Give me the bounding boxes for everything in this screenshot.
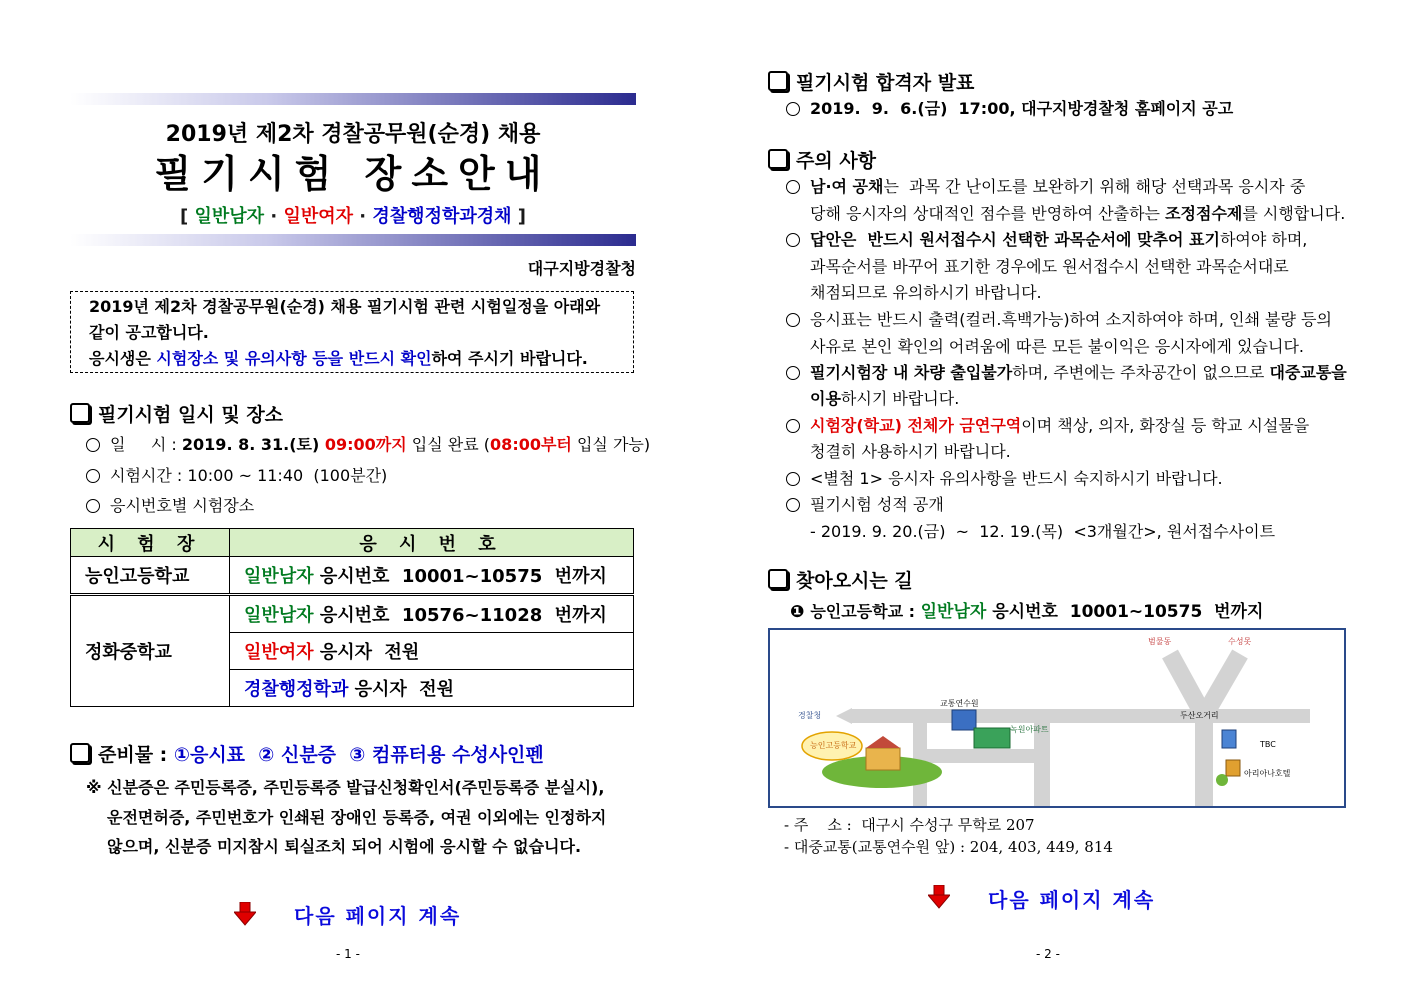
range-cell: 경찰행정학과 응시자 전원 — [230, 670, 634, 707]
circle-bullet-icon — [786, 102, 800, 116]
map-label: 녹원아파트 — [1010, 725, 1049, 734]
continue-next-page: 다음 페이지 계속 — [294, 904, 462, 928]
page-number: - 1 - — [336, 947, 360, 961]
separator-dot: · — [359, 206, 367, 227]
circle-bullet-icon — [786, 233, 800, 247]
bracket-close: ] — [517, 206, 527, 227]
caution-item: 남·여 공채는 과목 간 난이도를 보완하기 위해 해당 선택과목 응시자 중 — [786, 174, 1305, 201]
exam-venue-table — [70, 528, 634, 707]
checkbox-icon — [768, 569, 788, 589]
title-line-1: 2019년 제2차 경찰공무원(순경) 채용 — [165, 122, 541, 147]
checkbox-icon — [768, 149, 788, 169]
circle-bullet-icon — [786, 498, 800, 512]
separator-dot: · — [270, 206, 278, 227]
circle-bullet-icon — [786, 313, 800, 327]
range-cell: 일반남자 응시번호 10001~10575 번까지 — [230, 557, 634, 595]
section-directions: 찾아오시는 길 — [768, 566, 913, 593]
table-header: 시 험 장 — [71, 529, 230, 557]
map-label: 범물동 — [1148, 637, 1172, 646]
category-male: 일반남자 — [194, 206, 265, 227]
caution-item: 필기시험 성적 공개 — [786, 492, 944, 519]
checkbox-icon — [70, 403, 90, 423]
result-date: 2019. 9. 6.(금) 17:00, 대구지방경찰청 홈페이지 공고 — [786, 96, 1233, 123]
circle-bullet-icon — [86, 469, 100, 483]
caution-item: 필기시험장 내 차량 출입불가하며, 주변에는 주차공간이 없으므로 대중교통을 — [786, 360, 1347, 387]
location-map — [768, 628, 1346, 808]
section-result: 필기시험 합격자 발표 — [768, 68, 974, 95]
school-cell: 능인고등학교 — [71, 557, 230, 595]
schedule-time: 시험시간 : 10:00 ~ 11:40 (100분간) — [86, 463, 387, 489]
organization-name: 대구지방경찰청 — [527, 259, 636, 278]
caution-item-cont: 청결히 사용하시기 바랍니다. — [810, 442, 1011, 461]
supplies-note-line: ※ 신분증은 주민등록증, 주민등록증 발급신청확인서(주민등록증 분실시), — [86, 778, 605, 797]
title-subtitle — [70, 202, 636, 228]
circle-bullet-icon — [786, 472, 800, 486]
school-cell: 정화중학교 — [71, 595, 230, 707]
direction-school: ❶ 능인고등학교 : 일반남자 응시번호 10001~10575 번까지 — [790, 602, 1264, 622]
address-line: - 주 소 : 대구시 수성구 무학로 207 — [784, 816, 1035, 834]
caution-item: 시험장(학교) 전체가 금연구역이며 책상, 의자, 화장실 등 학교 시설물을 — [786, 413, 1309, 440]
table-row — [71, 557, 634, 595]
circle-bullet-icon — [786, 419, 800, 433]
number-one-icon: ❶ — [790, 602, 805, 622]
notice-line: 2019년 제2차 경찰공무원(순경) 채용 필기시험 관련 시험일정을 아래와 — [89, 297, 601, 316]
caution-item-cont: - 2019. 9. 20.(금) ~ 12. 19.(목) <3개월간>, 원서접수사이트 — [810, 522, 1276, 541]
page-number: - 2 - — [1036, 947, 1060, 961]
circle-bullet-icon — [86, 499, 100, 513]
circle-bullet-icon — [786, 366, 800, 380]
down-arrow-icon — [234, 902, 256, 926]
table-row — [71, 595, 634, 633]
bracket-open: [ — [179, 206, 189, 227]
category-police-admin: 경찰행정학과경채 — [372, 206, 512, 227]
caution-item: 응시표는 반드시 출력(컬러.흑백가능)하여 소지하여야 하며, 인쇄 불량 등의 — [786, 307, 1332, 334]
map-label: TBC — [1260, 740, 1276, 749]
caution-item-cont: 채점되므로 유의하시기 바랍니다. — [810, 283, 1042, 302]
notice-line: 같이 공고합니다. — [89, 323, 209, 342]
caution-item-cont: 당해 응시자의 상대적인 점수를 반영하여 산출하는 조정점수제를 시행합니다. — [810, 204, 1346, 223]
section-supplies: 준비물 : ①응시표 ② 신분증 ③ 컴퓨터용 수성사인펜 — [70, 740, 544, 767]
map-roads — [770, 630, 1344, 806]
schedule-venue: 응시번호별 시험장소 — [86, 493, 254, 519]
map-label: 교통연수원 — [940, 699, 979, 708]
checkbox-icon — [768, 71, 788, 91]
table-header: 응 시 번 호 — [230, 529, 634, 557]
map-label: 수성못 — [1228, 637, 1252, 646]
range-cell: 일반남자 응시번호 10576~11028 번까지 — [230, 595, 634, 633]
circle-bullet-icon — [86, 438, 100, 452]
supplies-note-line: 않으며, 신분증 미지참시 퇴실조치 되어 시험에 응시할 수 없습니다. — [107, 837, 582, 856]
title-band-top — [70, 93, 636, 105]
section-caution: 주의 사항 — [768, 146, 876, 173]
notice-line: 응시생은 시험장소 및 유의사항 등을 반드시 확인하여 주시기 바랍니다. — [89, 349, 588, 368]
circle-bullet-icon — [786, 180, 800, 194]
down-arrow-icon — [928, 885, 950, 909]
map-label: 아리아나호텔 — [1244, 769, 1291, 778]
category-female: 일반여자 — [283, 206, 353, 227]
title-line-2: 필기시험 장소안내 — [154, 152, 552, 196]
table-header-row — [71, 529, 634, 557]
caution-item-cont: 사유로 본인 확인의 어려움에 따른 모든 불이익은 응시자에게 있습니다. — [810, 337, 1304, 356]
map-label: 경찰청 — [798, 711, 822, 720]
caution-item-cont: 이용하시기 바랍니다. — [810, 389, 960, 408]
checkbox-icon — [70, 743, 90, 763]
caution-item: <별첨 1> 응시자 유의사항을 반드시 숙지하시기 바랍니다. — [786, 466, 1223, 493]
continue-next-page: 다음 페이지 계속 — [988, 888, 1156, 912]
schedule-date: 일 시 : 2019. 8. 31.(토) 09:00까지 입실 완료 (08:00부터 입실 가능) — [86, 432, 650, 458]
map-label: 능인고등학교 — [810, 741, 857, 750]
title-band-bottom — [70, 234, 636, 246]
transit-line: - 대중교통(교통연수원 앞) : 204, 403, 449, 814 — [784, 838, 1113, 856]
section-schedule: 필기시험 일시 및 장소 — [70, 400, 283, 427]
range-cell: 일반여자 응시자 전원 — [230, 633, 634, 670]
map-label: 두산오거리 — [1180, 711, 1219, 720]
caution-item-cont: 과목순서를 바꾸어 표기한 경우에도 원서접수시 선택한 과목순서대로 — [810, 257, 1289, 276]
caution-item: 답안은 반드시 원서접수시 선택한 과목순서에 맞추어 표기하여야 하며, — [786, 227, 1307, 254]
supplies-note-line: 운전면허증, 주민번호가 인쇄된 장애인 등록증, 여권 이외에는 인정하지 — [107, 808, 607, 827]
notice-box — [70, 291, 634, 373]
